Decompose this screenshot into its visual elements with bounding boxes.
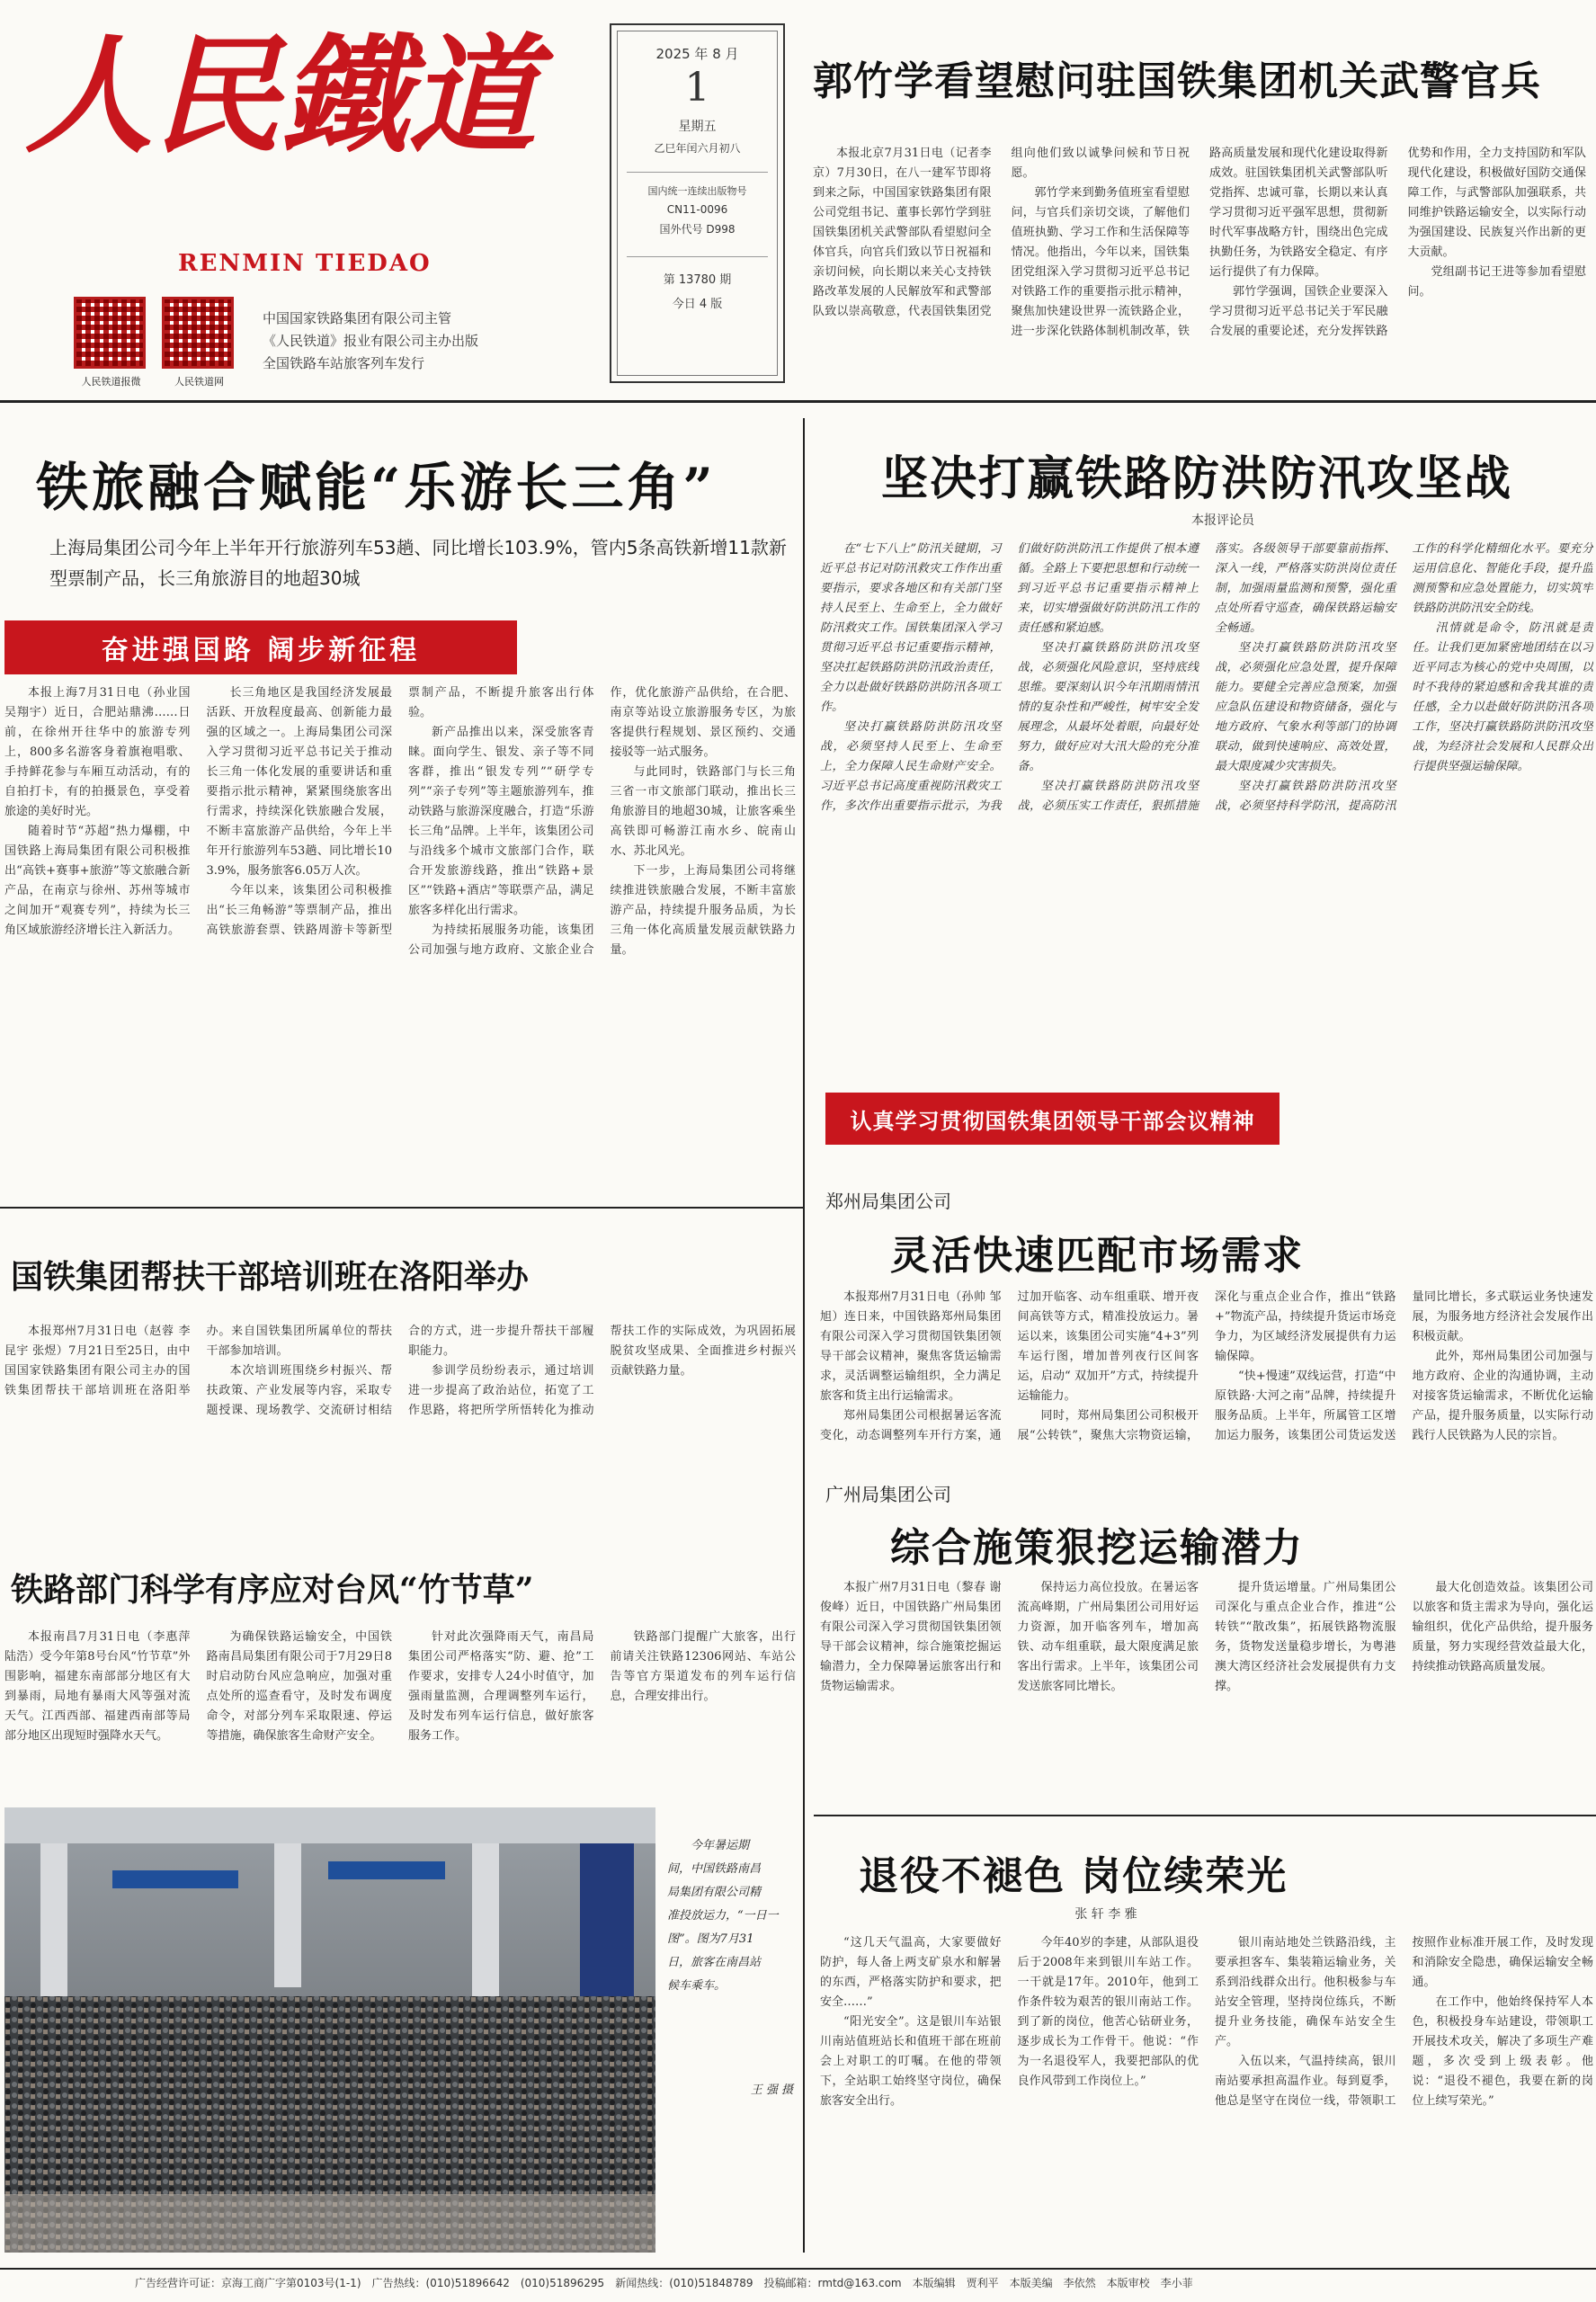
story1-headline: 铁旅融合赋能“乐游长三角” bbox=[36, 457, 717, 518]
caption-line: 今年暑运期 bbox=[691, 1839, 750, 1852]
story7-body bbox=[820, 1933, 1593, 2253]
story5-headline: 国铁集团帮扶干部培训班在洛阳举办 bbox=[11, 1258, 530, 1296]
story1-paragraph: 下一步，上海局集团公司将继续推进铁旅融合发展，不断丰富旅游产品，持续提升服务品质，为长三角一体化高质量发展贡献铁路力量。 bbox=[610, 864, 796, 957]
lead-paragraph: 党组副书记王进等参加看望慰问。 bbox=[1407, 265, 1586, 299]
story3-paragraph: 本报郑州7月31日电（孙帅 邹旭）连日来，中国铁路郑州局集团有限公司深入学习贯彻国铁集团领导干部会议精神，聚焦客货运输需求，灵活调整运输组织，全力满足旅客和货主出行运输需求。 bbox=[820, 1290, 1002, 1403]
sponsor-line: 《人民铁道》报业有限公司主办出版 bbox=[263, 333, 479, 349]
story7-headline: 退役不褪色 岗位续荣光 bbox=[859, 1853, 1288, 1899]
story4-rule bbox=[814, 1815, 1596, 1816]
qr-label-weibo: 人民铁道报微 bbox=[81, 376, 141, 388]
story2-paragraph: 坚决打赢铁路防洪防汛攻坚战，必须强化应急处置，提升保障能力。要健全完善应急预案，加强应急队伍建设和物资储备，强化与地方政府、气象水利等部门的协调联动，做到快速响应、高效处置，最大限度减少灾害损失。 bbox=[1215, 641, 1396, 773]
story1-paragraph: 长三角地区是我国经济发展最活跃、开放程度最高、创新能力最强的区域之一。上海局集团公司深入学习贯彻习近平总书记关于推动长三角一体化发展的重要讲话和重要指示批示精神，紧紧围绕旅客出行需求，持续深化铁旅融合发展，不断丰富旅游产品供给，今年上半年开行旅游列车53趟、同比增长103.9%，服务旅客6.05万人次。 bbox=[206, 686, 392, 878]
story6-paragraph: 针对此次强降雨天气，南昌局集团公司严格落实“防、避、抢”工作要求，安排专人24小时值守，加强雨量监测，合理调整列车运行，及时发布列车运行信息，做好旅客服务工作。 bbox=[408, 1630, 594, 1743]
story2-byline: 本报评论员 bbox=[1191, 513, 1254, 528]
story4-kicker: 广州局集团公司 bbox=[825, 1484, 951, 1505]
story2-paragraph: 坚决打赢铁路防洪防汛攻坚战，必须强化风险意识，坚持底线思维。要深刻认识今年汛期雨情汛情的复杂性和严峻性，树牢安全发展理念，从最坏处着眼，向最好处努力，做好应对大汛大险的充分准备。 bbox=[1017, 641, 1199, 773]
story6-headline: 铁路部门科学有序应对台风“竹节草” bbox=[11, 1571, 534, 1609]
story6-body bbox=[4, 1628, 796, 1794]
masthead-pinyin: RENMIN TIEDAO bbox=[178, 250, 432, 277]
qr-code-weibo bbox=[74, 297, 146, 369]
caption-line: 日，旅客在南昌站 bbox=[667, 1956, 762, 1969]
story6-paragraph: 铁路部门提醒广大旅客，出行前请关注铁路12306网站、车站公告等官方渠道发布的列车运行信息，合理安排出行。 bbox=[610, 1630, 796, 1703]
caption-line: 局集团有限公司精 bbox=[667, 1886, 762, 1899]
sponsor-block bbox=[263, 308, 586, 375]
logo-calligraphy bbox=[20, 25, 595, 160]
svg-text:人民鐵道: 人民鐵道 bbox=[25, 25, 536, 160]
footer-text: 广告经营许可证：京海工商广字第0103号(1-1) 广告热线：(010)51896642 (010)51896295 新闻热线：(010)51848789 投稿邮箱：rmtd@163.com 本版编辑 贾利平 本版美编 李依然 本版审校 李小菲 bbox=[135, 2277, 1193, 2289]
story2-paragraph: 坚决打赢铁路防洪防汛攻坚战，必须压实工作责任，狠抓措施落实。各级领导干部要靠前指挥、深入一线，严格落实防洪岗位责任制，加强雨量监测和预警，强化重点处所看守巡查，确保铁路运输安全畅通。 bbox=[1017, 542, 1396, 813]
date-lunar: 乙巳年闰六月初八 bbox=[654, 142, 741, 155]
story1-paragraph: 为持续拓展服务功能，该集团公司加强与地方政府、文旅企业合作，优化旅游产品供给，在合肥、南京等站设立旅游服务专区，为旅客提供行程规划、景区预约、交通接驳等一站式服务。 bbox=[408, 686, 796, 957]
lead-body bbox=[813, 144, 1586, 387]
story6-paragraph: 本报南昌7月31日电（李惠萍 陆浩）受今年第8号台风“竹节草”外围影响，福建东南部部分地区有大到暴雨，局地有暴雨大风等强对流天气。江西西部、福建西南部等局部分地区出现短时强降水天气。 bbox=[4, 1630, 191, 1743]
story7-paragraph: “这几天气温高，大家要做好防护，每人备上两支矿泉水和解暑的东西，严格落实防护和要求，把安全……” bbox=[820, 1936, 1002, 2009]
story6-paragraph: 为确保铁路运输安全，中国铁路南昌局集团有限公司于7月29日8时启动防台风应急响应，加强对重点处所的巡查看守，及时发布调度命令，对部分列车采取限速、停运等措施，确保旅客生命财产安全。 bbox=[206, 1630, 392, 1743]
story2-body bbox=[820, 540, 1593, 1079]
story1-paragraph: 本报上海7月31日电（孙业国 吴翔宇）近日，合肥站鼎沸……日前，在徐州开往华中的旅游专列上，800多名游客身着旗袍唱歌、手持鲜花参与车厢互动活动，有的自拍打卡，有的拍摄景色，享受着旅途的美好时光。 bbox=[4, 686, 191, 818]
story1-paragraph: 新产品推出以来，深受旅客青睐。面向学生、银发、亲子等不同客群，推出“银发专列”“研学专列”“亲子专列”等主题旅游列车，推动铁路与旅游深度融合，打造“乐游长三角”品牌。上半年，该集团公司与沿线多个城市文旅部门合作，联合开发旅游线路，推出“铁路+景区”“铁路+酒店”等联票产品，满足旅客多样化出行需求。 bbox=[408, 726, 594, 917]
lead-paragraph: 本报北京7月31日电（记者李京）7月30日，在八一建军节即将到来之际，中国国家铁路集团有限公司党组书记、董事长郭竹学到驻国铁集团机关武警部队看望慰问全体官兵，向官兵们致以节日祝福和亲切问候，向长期以来关心支持铁路改革发展的人民解放军和武警部队致以崇高敬意，代表国铁集团党组向他们致以诚挚问候和节日祝愿。 bbox=[813, 147, 1190, 318]
date-weekday: 星期五 bbox=[678, 120, 717, 134]
story4-body bbox=[820, 1578, 1593, 1798]
story2-paragraph: 汛情就是命令，防汛就是责任。让我们更加紧密地团结在以习近平同志为核心的党中央周围，以时不我待的紧迫感和舍我其谁的责任感，全力以赴做好防洪防汛各项工作，坚决打赢铁路防洪防汛攻坚战，为经济社会发展和人民群众出行提供坚强运输保障。 bbox=[1412, 621, 1593, 773]
story1-paragraph: 今年以来，该集团公司积极推出“长三角畅游”等票制产品，推出高铁旅游套票、铁路周游卡等新型票制产品，不断提升旅客出行体验。 bbox=[206, 686, 594, 937]
story3-kicker: 郑州局集团公司 bbox=[825, 1191, 951, 1212]
story7-byline: 张 轩 李 雅 bbox=[1074, 1907, 1137, 1922]
photo-credit: 王 强 摄 bbox=[750, 2083, 793, 2097]
cn-number: CN11-0096 bbox=[666, 203, 728, 216]
footer-rule bbox=[0, 2268, 1596, 2270]
qr-label-web: 人民铁道网 bbox=[174, 376, 224, 388]
story4-paragraph: 最大化创造效益。该集团公司以旅客和货主需求为导向，强化运输组织，优化产品供给，提升服务质量，努力实现经营效益最大化，持续推动铁路高质量发展。 bbox=[1412, 1581, 1593, 1673]
story3-headline: 灵活快速匹配市场需求 bbox=[890, 1233, 1304, 1279]
date-year-month: 2025 年 8 月 bbox=[655, 46, 739, 62]
story4-paragraph: 提升货运增量。广州局集团公司深化与重点企业合作，推进“公转铁”“散改集”，拓展铁路物流服务，货物发送量稳步增长，为粤港澳大湾区经济社会发展提供有力支撑。 bbox=[1215, 1581, 1396, 1693]
story2-headline: 坚决打赢铁路防洪防汛攻坚战 bbox=[881, 451, 1513, 506]
story1-body bbox=[4, 683, 796, 1191]
story5-body bbox=[4, 1322, 796, 1547]
story1-paragraph: 与此同时，铁路部门与长三角三省一市文旅部门联动，推出长三角旅游目的地超30城，让旅客乘坐高铁即可畅游江南水乡、皖南山水、苏北风光。 bbox=[610, 765, 796, 858]
masthead-rule bbox=[0, 400, 1596, 403]
column-divider bbox=[803, 418, 805, 2253]
story2-paragraph: 在“七下八上”防汛关键期，习近平总书记对防汛救灾工作作出重要指示，要求各地区和有关部门坚持人民至上、生命至上，全力做好防汛救灾工作。国铁集团深入学习贯彻习近平总书记重要指示精神，坚决扛起铁路防洪防汛政治责任，全力以赴做好铁路防洪防汛各项工作。 bbox=[820, 542, 1002, 714]
story7-paragraph: 入伍以来，气温持续高，银川南站要承担高温作业。每到夏季，他总是坚守在岗位一线，带领职工按照作业标准开展工作，及时发现和消除安全隐患，确保运输安全畅通。 bbox=[1215, 1936, 1593, 2108]
intl-code: 国外代号 D998 bbox=[659, 223, 736, 236]
sponsor-line: 全国铁路车站旅客列车发行 bbox=[263, 355, 425, 371]
story1-subhead: 上海局集团公司今年上半年开行旅游列车53趟、同比增长103.9%，管内5条高铁新增11款新型票制产品，长三角旅游目的地超30城 bbox=[49, 537, 787, 589]
story2-paragraph: 坚决打赢铁路防洪防汛攻坚战，必须坚持人民至上、生命至上，全力保障人民生命财产安全。习近平总书记高度重视防汛救灾工作，多次作出重要指示批示，为我们做好防洪防汛工作提供了根本遵循。全路上下要把思想和行动统一到习近平总书记重要指示精神上来，切实增强做好防洪防汛工作的责任感和紧迫感。 bbox=[820, 542, 1199, 813]
story5-paragraph: 本报郑州7月31日电（赵蓉 李昆宇 张煜）7月21日至25日，由中国国家铁路集团有限公司主办的国铁集团帮扶干部培训班在洛阳举办。来自国铁集团所属单位的帮扶干部参加培训。 bbox=[4, 1325, 392, 1397]
date-box bbox=[610, 23, 785, 383]
story4-paragraph: 本报广州7月31日电（黎春 谢俊峰）近日，中国铁路广州局集团有限公司深入学习贯彻国铁集团领导干部会议精神，综合施策挖掘运输潜力，全力保障暑运旅客出行和货物运输需求。 bbox=[820, 1581, 1002, 1693]
photo-caption bbox=[667, 1834, 793, 2102]
story3-paragraph: “快+慢速”双线运营，打造“中原铁路·大河之南”品牌，持续提升服务品质。上半年，所属管工区增加运力服务，该集团公司货运发送量同比增长，多式联运业务快速发展，为服务地方经济社会发展作出积极贡献。 bbox=[1215, 1290, 1593, 1442]
lead-paragraph: 郭竹学强调，国铁企业要深入学习贯彻习近平总书记关于军民融合发展的重要论述，充分发挥铁路优势和作用，全力支持国防和军队现代化建设，积极做好国防交通保障工作，与武警部队加强联系，共同维护铁路运输安全，以实际行动为强国建设、民族复兴作出新的更大贡献。 bbox=[1209, 147, 1586, 338]
lead-paragraph: 郭竹学来到勤务值班室看望慰问，与官兵们亲切交谈，了解他们值班执勤、学习工作和生活保障等情况。他指出，今年以来，国铁集团党组深入学习贯彻习近平总书记对铁路工作的重要指示批示精神，聚焦加快建设世界一流铁路企业，进一步深化铁路体制机制改革，铁路高质量发展和现代化建设取得新成效。驻国铁集团机关武警部队听党指挥、忠诚可靠，长期以来认真学习贯彻习近平强军思想，贯彻新时代军事战略方针，围绕出色完成执勤任务，为铁路安全稳定、有序运行提供了有力保障。 bbox=[1011, 147, 1388, 338]
masthead-logo bbox=[20, 25, 595, 160]
story5-paragraph: 参训学员纷纷表示，通过培训进一步提高了政治站位，拓宽了工作思路，将把所学所悟转化为推动帮扶工作的实际成效，为巩固拓展脱贫攻坚成果、全面推进乡村振兴贡献铁路力量。 bbox=[408, 1325, 796, 1417]
caption-line: 准投放运力，“一日一 bbox=[667, 1909, 779, 1923]
story3-paragraph: 郑州局集团公司根据暑运客流变化，动态调整列车开行方案，通过加开临客、动车组重联、增开夜间高铁等方式，精准投放运力。暑运以来，该集团公司实施“4+3”列车运行图，增加普列夜行区间客运，启动“ 双加开”方式，持续提升运输能力。 bbox=[820, 1290, 1199, 1442]
caption-line: 间，中国铁路南昌 bbox=[667, 1862, 762, 1876]
story7-paragraph: 银川南站地处兰铁路沿线，主要承担客车、集装箱运输业务，关系到沿线群众出行。他积极参与车站安全管理，坚持岗位练兵，不断提升业务技能，确保车站安全生产。 bbox=[1215, 1936, 1396, 2048]
story7-paragraph: 今年40岁的李建，从部队退役后于2008年来到银川车站工作。一干就是17年。2010年，他到工作条件较为艰苦的银川南站工作。到了新的岗位，他苦心钻研业务，逐步成长为工作骨干。他说：“作为一名退役军人，我要把部队的优良作风带到工作岗位上。” bbox=[1017, 1936, 1199, 2088]
story5-paragraph: 本次培训班围绕乡村振兴、帮扶政策、产业发展等内容，采取专题授课、现场教学、交流研讨相结合的方式，进一步提升帮扶干部履职能力。 bbox=[206, 1325, 594, 1417]
story1-paragraph: 随着时节“苏超”热力爆棚，中国铁路上海局集团有限公司积极推出“高铁+赛事+旅游”等文旅融合新产品，在南京与徐州、苏州等城市之间加开“观赛专列”，持续为长三角区域旅游经济增长注入新活力。 bbox=[4, 825, 191, 937]
issue-number: 第 13780 期 bbox=[663, 273, 732, 287]
story1-banner: 奋进强国路 阔步新征程 bbox=[4, 620, 517, 674]
story5-rule bbox=[0, 1207, 803, 1209]
sponsor-line: 中国国家铁路集团有限公司主管 bbox=[263, 310, 452, 326]
story2-paragraph: 坚决打赢铁路防洪防汛攻坚战，必须坚持科学防汛，提高防汛工作的科学化精细化水平。要充分运用信息化、智能化手段，提升监测预警和应急处置能力，切实筑牢铁路防洪防汛安全防线。 bbox=[1215, 542, 1593, 813]
section-banner: 认真学习贯彻国铁集团领导干部会议精神 bbox=[825, 1093, 1279, 1145]
caption-line: 图”。图为7月31 bbox=[667, 1932, 754, 1946]
date-day: 1 bbox=[684, 65, 710, 111]
cn-label: 国内统一连续出版物号 bbox=[647, 185, 747, 197]
story3-paragraph: 此外，郑州局集团公司加强与地方政府、企业的沟通协调，主动对接客货运输需求，不断优化运输产品，提升服务质量，以实际行动践行人民铁路为人民的宗旨。 bbox=[1412, 1350, 1593, 1442]
caption-line: 候车乘车。 bbox=[667, 1979, 727, 1993]
page-count: 今日 4 版 bbox=[672, 298, 723, 311]
qr-code-web bbox=[162, 297, 234, 369]
station-crowd-illustration bbox=[4, 1807, 655, 2253]
lead-headline: 郭竹学看望慰问驻国铁集团机关武警官兵 bbox=[813, 58, 1541, 104]
story7-paragraph: “阳光安全”。这是银川车站银川南站值班站长和值班干部在班前会上对职工的叮嘱。在他的带领下，全站职工始终坚守岗位，确保旅客安全出行。 bbox=[820, 2015, 1002, 2108]
station-crowd-photo bbox=[4, 1807, 655, 2253]
story4-paragraph: 保持运力高位投放。在暑运客流高峰期，广州局集团公司用好运力资源，加开临客列车，增加高铁、动车组重联，最大限度满足旅客出行需求。上半年，该集团公司发送旅客同比增长。 bbox=[1017, 1581, 1199, 1693]
story4-headline: 综合施策狠挖运输潜力 bbox=[890, 1525, 1304, 1571]
story7-paragraph: 在工作中，他始终保持军人本色，积极投身车站建设，带领职工开展技术攻关，解决了多项生产难题，多次受到上级表彰。他说：“退役不褪色，我要在新的岗位上续写荣光。” bbox=[1412, 1995, 1593, 2108]
story3-paragraph: 同时，郑州局集团公司积极开展“公转铁”，聚焦大宗物资运输，深化与重点企业合作，推出“铁路+”物流产品，持续提升货运市场竞争力，为区域经济发展提供有力运输保障。 bbox=[1017, 1290, 1396, 1442]
